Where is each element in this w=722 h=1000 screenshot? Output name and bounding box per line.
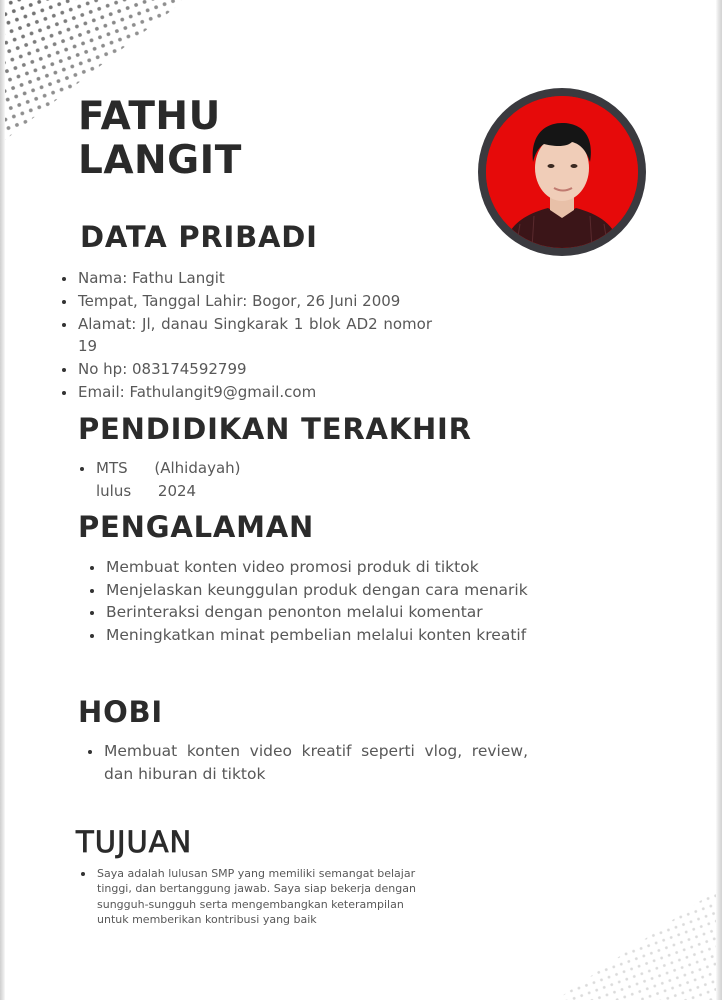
candidate-name [78,95,242,183]
experience-item: Berinteraksi dengan penonton melalui komentar [88,601,530,624]
page-edge-left [0,0,5,1000]
personal-data-item-phone: No hp: 083174592799 [60,358,432,381]
experience-list [88,556,530,646]
education-item: MTS (Alhidayah) lulus 2024 [78,457,298,502]
page-edge-right [716,0,722,1000]
objective-item: Saya adalah lulusan SMP yang memiliki semangat belajar tinggi, dan bertanggung jawab. Saya siap bekerja dengan sungguh-sungguh serta mengembangkan keterampilan untuk memberikan kontribusi yang baik [79,866,424,927]
personal-data-item-birth: Tempat, Tanggal Lahir: Bogor, 26 Juni 2009 [60,290,432,313]
name-last: LANGIT [78,138,242,183]
halftone-dots-decoration-bottom [556,890,716,1000]
section-title-education: PENDIDIKAN TERAKHIR [78,412,472,446]
section-title-objective: TUJUAN [76,825,193,859]
hobby-item: Membuat konten video kreatif seperti vlog, review, dan hiburan di tiktok [86,740,528,785]
name-first: FATHU [78,94,221,139]
experience-item: Menjelaskan keunggulan produk dengan cara menarik [88,579,530,602]
experience-item: Membuat konten video promosi produk di tiktok [88,556,530,579]
profile-photo-frame [478,88,646,256]
section-title-hobby: HOBI [78,695,164,729]
section-title-data-pribadi: DATA PRIBADI [80,220,318,254]
hobby-list [86,740,528,785]
personal-data-item-address: Alamat: Jl, danau Singkarak 1 blok AD2 nomor 19 [60,313,432,359]
profile-photo [486,96,638,248]
personal-data-item-email: Email: Fathulangit9@gmail.com [60,381,432,404]
personal-data-item-name: Nama: Fathu Langit [60,267,432,290]
section-title-experience: PENGALAMAN [78,510,315,544]
objective-list [79,866,424,927]
personal-data-list [60,267,432,404]
education-list [78,457,298,502]
experience-item: Meningkatkan minat pembelian melalui konten kreatif [88,624,530,647]
